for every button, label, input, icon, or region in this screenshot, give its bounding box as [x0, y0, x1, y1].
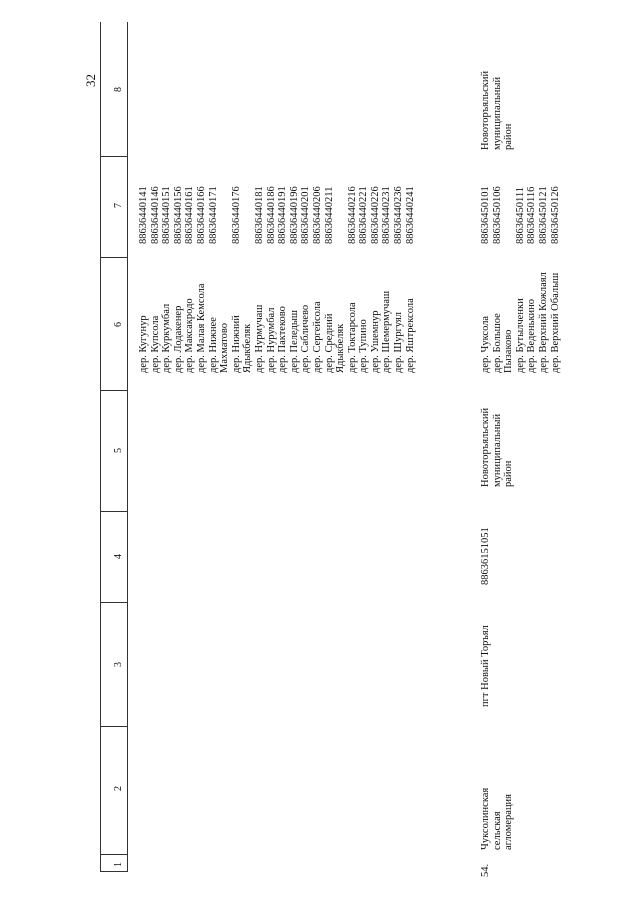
list-item: дер. Нурмучаш [253, 304, 265, 373]
list-item: 88636450111 [514, 187, 526, 244]
codes-list-block1 [138, 186, 416, 244]
center-settlement: пгт Новый Торъял [480, 625, 491, 707]
list-item: 88636440206 [311, 186, 323, 244]
district-name: Новоторъяльский муниципальный район [480, 407, 515, 487]
list-item: Ядыкбеляк [335, 323, 347, 373]
list-item: дер. Бутылченки [514, 298, 526, 373]
list-item: дер. Веденькино [526, 298, 538, 373]
list-item: 88636440226 [369, 186, 381, 244]
list-item [242, 186, 254, 244]
list-item: 88636450101 [480, 186, 491, 244]
villages-list-block1 [138, 283, 416, 373]
list-item: дер. Куркумбал [161, 303, 173, 373]
list-item: 88636440156 [172, 186, 184, 244]
list-item: дер. Чуксола [480, 315, 491, 373]
list-item: 88636440236 [393, 186, 405, 244]
column-header-2: 2 [113, 786, 124, 791]
header-bottom-rule [127, 22, 128, 872]
list-item: дер. Шемермучаш [381, 290, 393, 373]
list-item: дер. Сергейсола [311, 301, 323, 373]
list-item: 88636440181 [253, 186, 265, 244]
list-item: дер. Токтарсола [346, 302, 358, 373]
col-divider [100, 257, 127, 258]
list-item: 88636440151 [161, 186, 173, 244]
list-item: дер. Максакродо [184, 298, 196, 373]
list-item: дер. Кугунур [138, 315, 149, 373]
list-item [335, 186, 347, 244]
list-item: 88636450106 [491, 186, 503, 244]
list-item: дер. Лодакенер [172, 305, 184, 373]
column-header-3: 3 [113, 662, 124, 667]
list-item: дер. Тупино [358, 319, 370, 373]
list-item: дер. Пеледыш [288, 310, 300, 373]
list-item [503, 186, 515, 244]
list-item: 88636450121 [537, 186, 549, 244]
center-code: 88636151051 [480, 527, 491, 585]
list-item: 88636440171 [207, 186, 219, 244]
list-item: 88636440146 [149, 186, 161, 244]
list-item: 88636440166 [195, 186, 207, 244]
column-header-6: 6 [113, 322, 124, 327]
list-item: 88636440196 [288, 186, 300, 244]
list-item: дер. Нижнее [207, 317, 219, 373]
list-item: 88636440221 [358, 186, 370, 244]
col-divider [100, 511, 127, 512]
col-divider [100, 726, 127, 727]
list-item: Пызаково [503, 329, 515, 373]
list-item: 88636440186 [265, 186, 277, 244]
list-item: дер. Пактеково [277, 306, 289, 373]
list-item: 88636440191 [277, 186, 289, 244]
list-item: 88636440211 [323, 186, 335, 244]
list-item: дер. Ушемнур [369, 310, 381, 373]
list-item: дер. Средний [323, 313, 335, 373]
list-item: дер. Верхний Кожлаял [537, 272, 549, 373]
list-item: дер. Нижний [230, 315, 242, 373]
header-top-rule [100, 22, 101, 872]
list-item: дер. Нурумбал [265, 307, 277, 373]
list-item: Ядыкбеляк [242, 323, 254, 373]
list-item: дер. Яштрексола [404, 298, 416, 373]
list-item: 88636440216 [346, 186, 358, 244]
page-number: 32 [83, 74, 98, 87]
villages-list-block2 [480, 272, 561, 373]
column-header-8: 8 [113, 87, 124, 92]
row-number: 54. [480, 863, 491, 877]
column-header-1: 1 [113, 862, 124, 867]
list-item: дер. Сабличево [300, 304, 312, 373]
column-header-5: 5 [113, 448, 124, 453]
col-divider [100, 156, 127, 157]
column-header-7: 7 [113, 203, 124, 208]
list-item: дер. Малая Кемсола [195, 283, 207, 373]
col-divider [100, 871, 127, 872]
list-item: 88636440161 [184, 186, 196, 244]
col-divider [100, 854, 127, 855]
list-item: 88636440231 [381, 186, 393, 244]
list-item: дер. Верхний Обалыш [549, 272, 561, 373]
col-divider [100, 602, 127, 603]
list-item [219, 186, 231, 244]
list-item: Махматово [219, 322, 231, 373]
column-header-4: 4 [113, 554, 124, 559]
list-item: дер. Купсола [149, 315, 161, 373]
col-divider [100, 390, 127, 391]
codes-list-block2 [480, 186, 561, 244]
list-item: дер. Большое [491, 313, 503, 373]
agglomeration-name: Чуксолинская сельская агломерация [480, 787, 515, 850]
list-item: 88636450116 [526, 186, 538, 244]
list-item: 88636440176 [230, 186, 242, 244]
district-name-col8: Новоторъяльский муниципальный район [480, 70, 515, 150]
list-item: 88636440241 [404, 186, 416, 244]
list-item: 88636450126 [549, 186, 561, 244]
list-item: дер. Шургуял [393, 312, 405, 373]
list-item: 88636440141 [138, 186, 149, 244]
list-item: 88636440201 [300, 186, 312, 244]
